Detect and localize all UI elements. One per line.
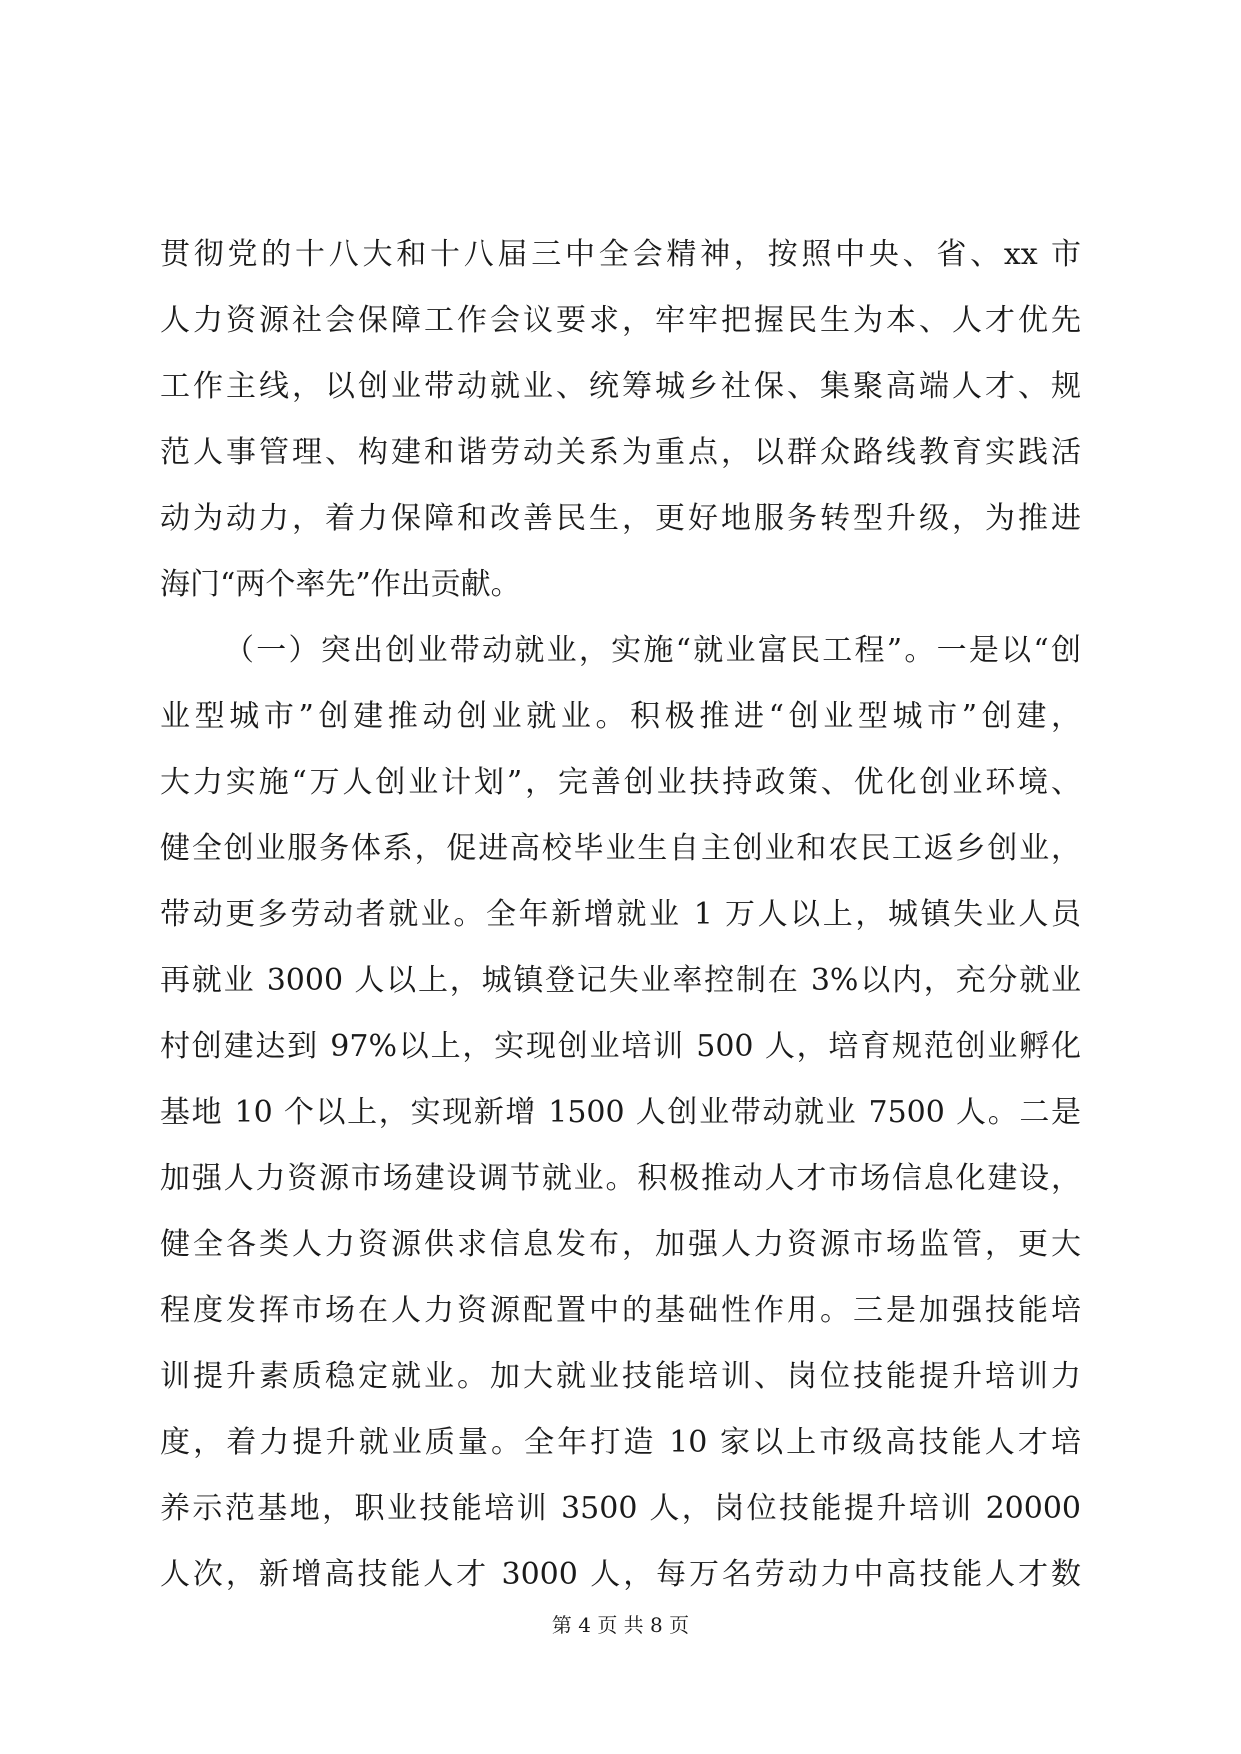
paragraph-2-line-3: 大力实施“万人创业计划”，完善创业扶持政策、优化创业环境、 [160,765,1081,800]
paragraph-2-line-5: 带动更多劳动者就业。全年新增就业 1 万人以上，城镇失业人员 [160,897,1081,932]
paragraph-2-line-10: 健全各类人力资源供求信息发布，加强人力资源市场监管，更大 [160,1227,1081,1262]
paragraph-1-line-4: 范人事管理、构建和谐劳动关系为重点，以群众路线教育实践活 [160,435,1081,470]
paragraph-2-line-4: 健全创业服务体系，促进高校毕业生自主创业和农民工返乡创业， [160,831,1081,866]
paragraph-2-line-11: 程度发挥市场在人力资源配置中的基础性作用。三是加强技能培 [160,1293,1081,1328]
paragraph-1-line-5: 动为动力，着力保障和改善民生，更好地服务转型升级，为推进 [160,501,1081,536]
paragraph-2-line-2: 业型城市”创建推动创业就业。积极推进“创业型城市”创建， [160,699,1081,734]
paragraph-2-line-9: 加强人力资源市场建设调节就业。积极推动人才市场信息化建设， [160,1161,1081,1196]
paragraph-1-line-6: 海门“两个率先”作出贡献。 [160,567,521,602]
paragraph-2-line-13: 度，着力提升就业质量。全年打造 10 家以上市级高技能人才培 [160,1425,1081,1460]
paragraph-1-line-3: 工作主线，以创业带动就业、统筹城乡社保、集聚高端人才、规 [160,369,1081,404]
paragraph-2-line-15: 人次，新增高技能人才 3000 人，每万名劳动力中高技能人才数 [160,1557,1081,1592]
paragraph-2-line-14: 养示范基地，职业技能培训 3500 人，岗位技能提升培训 20000 [160,1491,1081,1526]
paragraph-2-line-8: 基地 10 个以上，实现新增 1500 人创业带动就业 7500 人。二是 [160,1095,1081,1130]
paragraph-1-line-1: 贯彻党的十八大和十八届三中全会精神，按照中央、省、xx 市 [160,237,1081,272]
paragraph-2-line-7: 村创建达到 97%以上，实现创业培训 500 人，培育规范创业孵化 [160,1029,1081,1064]
paragraph-2-line-12: 训提升素质稳定就业。加大就业技能培训、岗位技能提升培训力 [160,1359,1081,1394]
paragraph-1-line-2: 人力资源社会保障工作会议要求，牢牢把握民生为本、人才优先 [160,303,1081,338]
paragraph-2-line-1: （一）突出创业带动就业，实施“就业富民工程”。一是以“创 [224,633,1081,668]
document-body [160,222,1081,1608]
page-number-footer: 第 4 页 共 8 页 [551,1613,690,1637]
paragraph-2-line-6: 再就业 3000 人以上，城镇登记失业率控制在 3%以内，充分就业 [160,963,1081,998]
